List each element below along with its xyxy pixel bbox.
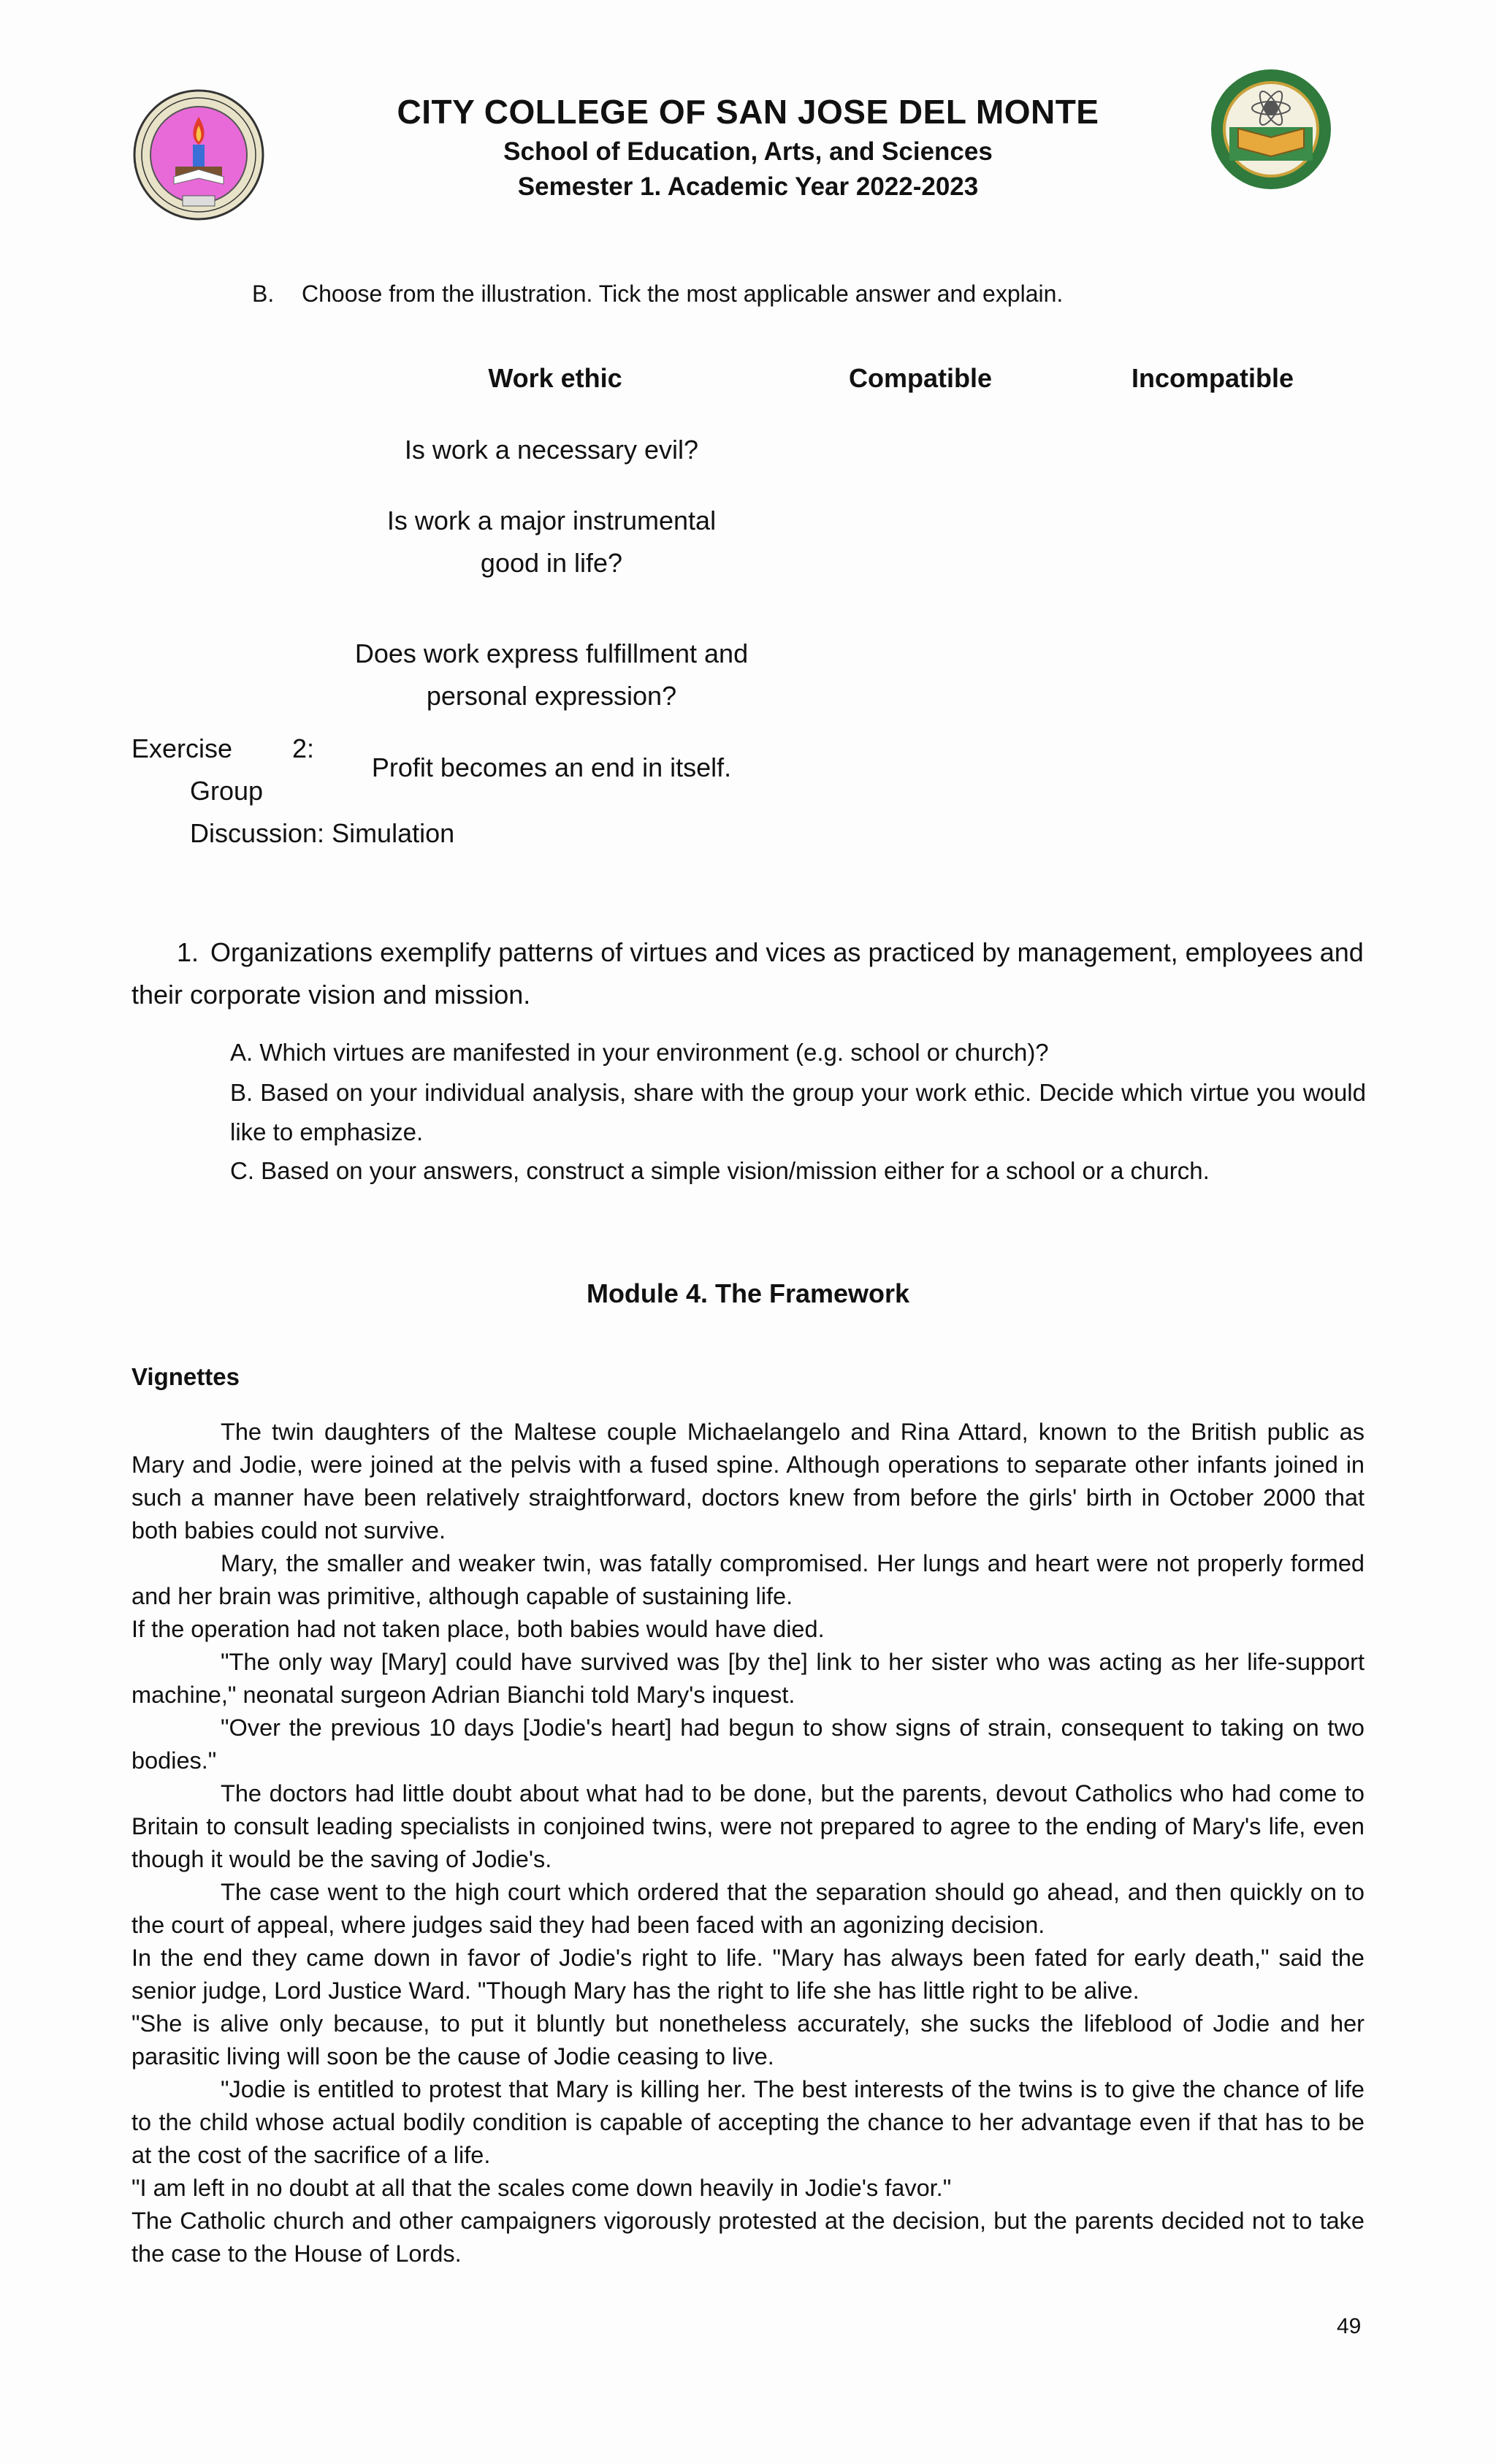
ethic-row-4 bbox=[325, 747, 778, 789]
exercise-number: 2: bbox=[292, 733, 315, 763]
ethic-row-2-line-1: Is work a major instrumental bbox=[386, 506, 717, 535]
paragraph: The twin daughters of the Maltese couple Michaelangelo and Rina Attard, known to the British public as Mary and Jodie, were joined at the pelvis with a fused spine. Although operations to separate other infants joined in such a manner have been relatively straightforward, doctors knew from before the girls' birth in October 2000 that both babies could not survive. bbox=[131, 1419, 1365, 1544]
ethic-row-2-line-2: good in life? bbox=[480, 548, 623, 578]
item-1-text: Organizations exemplify patterns of virtues and vices as practiced by management, employees and their corporate vision and mission. bbox=[131, 937, 1364, 1010]
item-1-number: 1. bbox=[176, 937, 199, 967]
item-1-sub-b: B. Based on your individual analysis, share with the group your work ethic. Decide which virtue you would like to emphasize. bbox=[230, 1079, 1366, 1145]
ethic-row-1 bbox=[325, 429, 778, 471]
paragraph: In the end they came down in favor of Jodie's right to life. "Mary has always been fated for early death," said the senior judge, Lord Justice Ward. "Though Mary has the right to life she has little right to be alive. bbox=[131, 1945, 1365, 2004]
instruction-b bbox=[252, 281, 1063, 308]
ethic-row-2 bbox=[325, 500, 778, 584]
item-1 bbox=[131, 931, 1366, 1016]
paragraph: The case went to the high court which ordered that the separation should go ahead, and then quickly on to the court of appeal, where judges said they had been faced with an agonizing decision. bbox=[131, 1879, 1365, 1938]
ethic-row-4-line-1: Profit becomes an end in itself. bbox=[371, 752, 732, 782]
exercise-discussion: Discussion: Simulation bbox=[190, 818, 455, 848]
ethic-row-1-line-1: Is work a necessary evil? bbox=[404, 435, 699, 465]
ethic-row-3-line-2: personal expression? bbox=[426, 681, 677, 711]
page-number: 49 bbox=[1337, 2314, 1362, 2338]
item-1-sub-c: C. Based on your answers, construct a simple vision/mission either for a school or a church. bbox=[230, 1157, 1210, 1184]
paragraph: "She is alive only because, to put it bluntly but nonetheless accurately, she sucks the lifeblood of Jodie and her parasitic living will soon be the cause of Jodie ceasing to live. bbox=[131, 2010, 1365, 2070]
paragraph: The Catholic church and other campaigners vigorously protested at the decision, but the parents decided not to take the case to the House of Lords. bbox=[131, 2208, 1365, 2267]
item-1-sub-a: A. Which virtues are manifested in your environment (e.g. school or church)? bbox=[230, 1039, 1049, 1066]
header-compatible: Compatible bbox=[848, 363, 992, 393]
paragraph: "The only way [Mary] could have survived was [by the] link to her sister who was acting as her life-support machine," neonatal surgeon Adrian Bianchi told Mary's inquest. bbox=[131, 1649, 1365, 1708]
vignette-body bbox=[131, 1416, 1365, 2270]
instruction-letter: B. bbox=[252, 281, 275, 307]
paragraph: If the operation had not taken place, both babies would have died. bbox=[131, 1616, 825, 1642]
exercise-group: Group bbox=[190, 776, 264, 806]
header-incompatible: Incompatible bbox=[1131, 363, 1294, 393]
school-name: School of Education, Arts, and Sciences bbox=[503, 137, 993, 166]
paragraph: Mary, the smaller and weaker twin, was fatally compromised. Her lungs and heart were not properly formed and her brain was primitive, although capable of sustaining life. bbox=[131, 1550, 1365, 1609]
college-name: CITY COLLEGE OF SAN JOSE DEL MONTE bbox=[397, 93, 1099, 131]
instruction-text: Choose from the illustration. Tick the most applicable answer and explain. bbox=[302, 281, 1064, 307]
semester-line: Semester 1. Academic Year 2022-2023 bbox=[517, 172, 979, 201]
exercise-label: Exercise bbox=[131, 733, 233, 763]
paragraph: The doctors had little doubt about what had to be done, but the parents, devout Catholics who had come to Britain to consult leading specialists in conjoined twins, were not prepared to agree to the ending of Mary's life, even though it would be the saving of Jodie's. bbox=[131, 1780, 1365, 1872]
ethic-row-3-line-1: Does work express fulfillment and bbox=[354, 638, 749, 668]
paragraph: "Over the previous 10 days [Jodie's heart] had begun to show signs of strain, consequent to taking on two bodies." bbox=[131, 1714, 1365, 1774]
ethic-row-3 bbox=[325, 633, 778, 717]
paragraph: "Jodie is entitled to protest that Mary is killing her. The best interests of the twins is to give the chance of life to the child whose actual bodily condition is capable of accepting the chance to her advantage even if that has to be at the cost of the sacrifice of a life. bbox=[131, 2076, 1365, 2168]
paragraph: "I am left in no doubt at all that the scales come down heavily in Jodie's favor." bbox=[131, 2175, 952, 2201]
module-title: Module 4. The Framework bbox=[586, 1278, 910, 1308]
section-heading: Vignettes bbox=[131, 1363, 240, 1390]
header-work-ethic: Work ethic bbox=[488, 363, 622, 393]
